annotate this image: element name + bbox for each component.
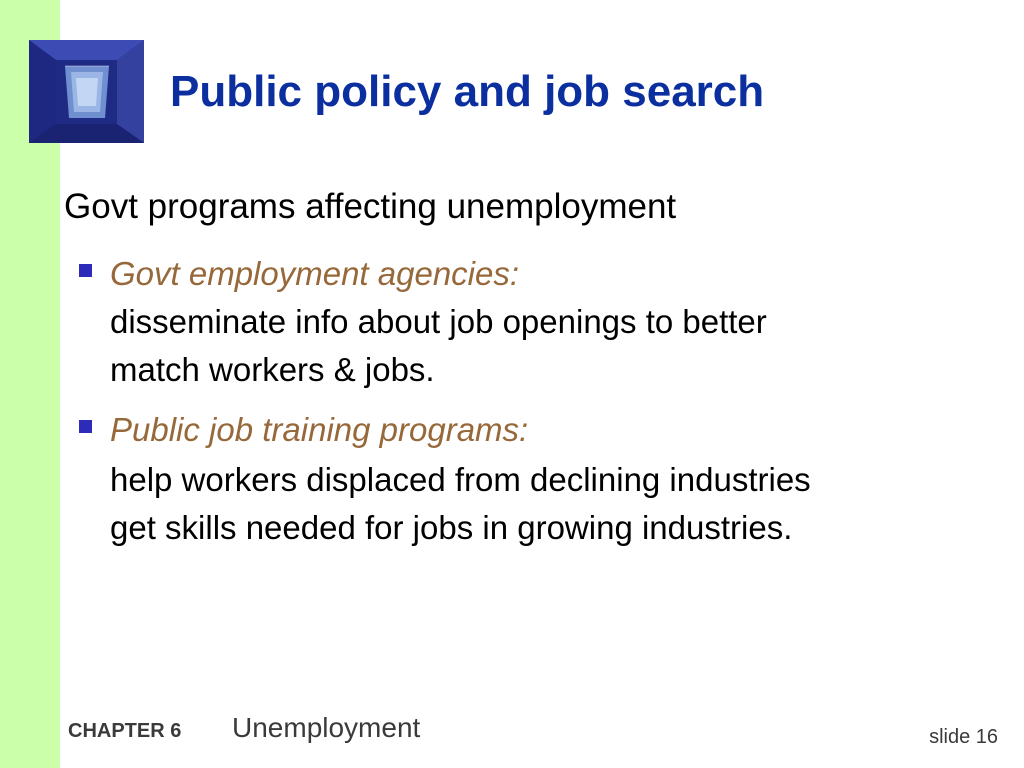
square-bullet-icon: [79, 420, 92, 433]
slide-title: Public policy and job search: [170, 67, 765, 116]
square-bullet-icon: [79, 264, 92, 277]
footer-topic-label: Unemployment: [232, 712, 421, 743]
slide-subtitle: Govt programs affecting unemployment: [64, 187, 677, 226]
bullet-line: disseminate info about job openings to better: [110, 303, 767, 340]
bullet-line: match workers & jobs.: [110, 351, 435, 388]
bullet-heading: Public job training programs:: [110, 411, 529, 448]
bullet-heading: Govt employment agencies:: [110, 255, 520, 292]
footer-chapter-label: CHAPTER 6: [68, 720, 182, 742]
doorway-logo-icon: [29, 40, 144, 143]
slide-number: slide 16: [929, 726, 998, 748]
bullet-line: help workers displaced from declining industries: [110, 461, 811, 498]
bullet-line: get skills needed for jobs in growing industries.: [110, 509, 793, 546]
